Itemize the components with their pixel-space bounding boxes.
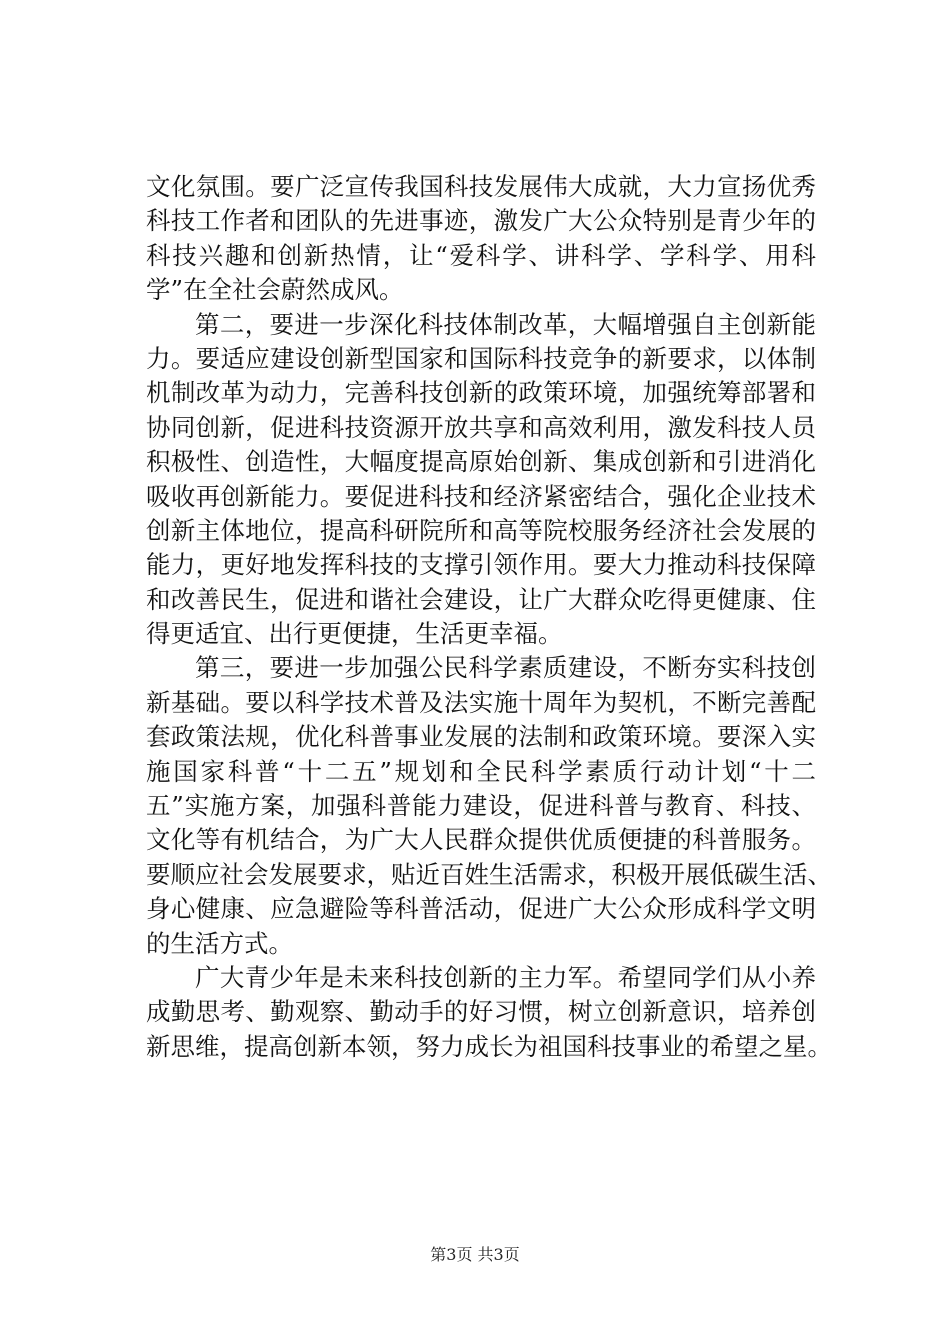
text-line: 套政策法规，优化科普事业发展的法制和政策环境。要深入实 [146,722,816,752]
paragraph-start-line: 第三，要进一步加强公民科学素质建设，不断夯实科技创 [195,653,816,683]
text-line: 学”在全社会蔚然成风。 [146,275,404,305]
text-line: 创新主体地位，提高科研院所和高等院校服务经济社会发展的 [146,515,816,545]
text-line: 科技工作者和团队的先进事迹，激发广大公众特别是青少年的 [146,206,816,236]
text-line: 能力，更好地发挥科技的支撑引领作用。要大力推动科技保障 [146,550,816,580]
page-number-footer: 第3页 共3页 [430,1245,520,1264]
text-line: 积极性、创造性，大幅度提高原始创新、集成创新和引进消化 [146,447,816,477]
body-text [146,170,832,1064]
text-line: 科技兴趣和创新热情，让“爱科学、讲科学、学科学、用科 [146,240,816,270]
text-line: 新基础。要以科学技术普及法实施十周年为契机，不断完善配 [146,687,816,717]
text-line: 要顺应社会发展要求，贴近百姓生活需求，积极开展低碳生活、 [146,859,832,889]
text-line: 新思维，提高创新本领，努力成长为祖国科技事业的希望之星。 [146,1031,832,1061]
text-line: 得更适宜、出行更便捷，生活更幸福。 [146,619,563,649]
text-line: 吸收再创新能力。要促进科技和经济紧密结合，强化企业技术 [146,481,816,511]
paragraph-start-line: 广大青少年是未来科技创新的主力军。希望同学们从小养 [195,962,816,992]
text-line: 五”实施方案，加强科普能力建设，促进科普与教育、科技、 [146,791,816,821]
text-line: 文化氛围。要广泛宣传我国科技发展伟大成就，大力宣扬优秀 [146,172,816,201]
text-line: 文化等有机结合，为广大人民群众提供优质便捷的科普服务。 [146,825,816,855]
text-line: 机制改革为动力，完善科技创新的政策环境，加强统筹部署和 [146,378,816,408]
text-line: 的生活方式。 [146,928,293,958]
text-line: 和改善民生，促进和谐社会建设，让广大群众吃得更健康、住 [146,584,816,614]
paragraph-start-line: 第二，要进一步深化科技体制改革，大幅增强自主创新能 [195,309,816,339]
text-line: 施国家科普“十二五”规划和全民科学素质行动计划“十二 [146,756,816,786]
text-line: 协同创新，促进科技资源开放共享和高效利用，激发科技人员 [146,412,816,442]
text-line: 力。要适应建设创新型国家和国际科技竞争的新要求，以体制 [146,343,816,373]
text-line: 成勤思考、勤观察、勤动手的好习惯，树立创新意识，培养创 [146,997,816,1027]
text-line: 身心健康、应急避险等科普活动，促进广大公众形成科学文明 [146,894,816,924]
